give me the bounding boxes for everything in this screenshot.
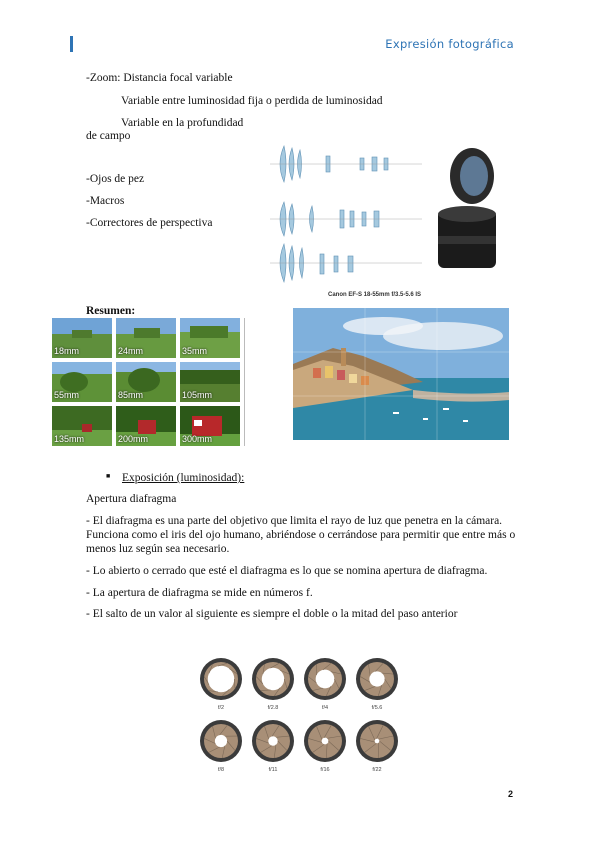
aperture-label: f/16 — [320, 767, 330, 773]
header-accent-bar — [70, 36, 73, 52]
focal-cell — [116, 406, 176, 446]
aperture-ring — [356, 658, 398, 700]
aperture-label: f/8 — [217, 767, 225, 773]
luminosity-line: Variable entre luminosidad fija o perdida de luminosidad — [121, 95, 383, 107]
focal-label: 300mm — [182, 434, 213, 444]
focal-label: 105mm — [182, 390, 213, 400]
fisheye-line: -Ojos de pez — [86, 173, 145, 185]
focal-label: 200mm — [118, 434, 149, 444]
aperture-ring — [304, 720, 346, 762]
header-title: Expresión fotográfica — [385, 37, 514, 51]
focal-cell — [116, 362, 176, 402]
focal-cell — [180, 362, 240, 402]
focal-label: 24mm — [118, 346, 144, 356]
depth-line: Variable en la profundidad — [121, 117, 244, 129]
page-number: 2 — [508, 789, 514, 799]
bullet-icon: ■ — [106, 472, 111, 480]
focal-cell — [180, 318, 240, 358]
aperture-ring — [252, 658, 294, 700]
aperture-label: f/2 — [217, 705, 225, 711]
exposure-heading: Exposición (luminosidad): — [122, 472, 245, 484]
focal-cell — [52, 406, 112, 446]
aperture-label: f/4 — [321, 705, 329, 711]
paragraph-2: - Lo abierto o cerrado que esté el diafragma es lo que se nomina apertura de diafragma. — [86, 565, 488, 577]
aperture-ring — [252, 720, 294, 762]
focal-cell — [52, 318, 112, 358]
focal-label: 135mm — [54, 434, 85, 444]
paragraph-4: - El salto de un valor al siguiente es siempre el doble o la mitad del paso anterior — [86, 608, 458, 620]
aperture-label: f/2.8 — [267, 705, 279, 711]
summary-title: Resumen: — [86, 305, 136, 317]
lens-caption: Canon EF-S 18-55mm f/3.5-5.6 IS — [328, 292, 422, 298]
zoom-line: -Zoom: Distancia focal variable — [86, 72, 233, 84]
aperture-ring — [200, 720, 242, 762]
perspective-line: -Correctores de perspectiva — [86, 217, 213, 229]
aperture-diagram — [195, 655, 405, 775]
aperture-label: f/22 — [372, 767, 382, 773]
paragraph-1-line-1: - El diafragma es una parte del objetivo que limita el rayo de luz que penetra en la cámara. — [86, 515, 503, 527]
grid-divider — [244, 318, 245, 446]
aperture-ring — [304, 658, 346, 700]
depth-line-cont: de campo — [86, 130, 131, 142]
aperture-ring — [356, 720, 398, 762]
aperture-subheading: Apertura diafragma — [86, 493, 177, 505]
paragraph-1-line-3: menos luz según sea necesario. — [86, 543, 230, 555]
lens-diagram — [262, 118, 510, 304]
aperture-ring — [200, 658, 242, 700]
focal-cell — [52, 362, 112, 402]
focal-label: 55mm — [54, 390, 80, 400]
focal-cell — [180, 406, 240, 446]
coastal-town-photo — [293, 308, 509, 440]
aperture-label: f/11 — [268, 767, 278, 773]
focal-label: 85mm — [118, 390, 144, 400]
focal-label: 35mm — [182, 346, 208, 356]
aperture-label: f/5.6 — [371, 705, 383, 711]
focal-label: 18mm — [54, 346, 80, 356]
paragraph-3: - La apertura de diafragma se mide en números f. — [86, 587, 313, 599]
macros-line: -Macros — [86, 195, 125, 207]
focal-length-grid — [52, 318, 240, 446]
paragraph-1-line-2: Funciona como el iris del ojo humano, abriéndose o cerrándose para permitir que entre más o — [86, 529, 516, 541]
focal-cell — [116, 318, 176, 358]
